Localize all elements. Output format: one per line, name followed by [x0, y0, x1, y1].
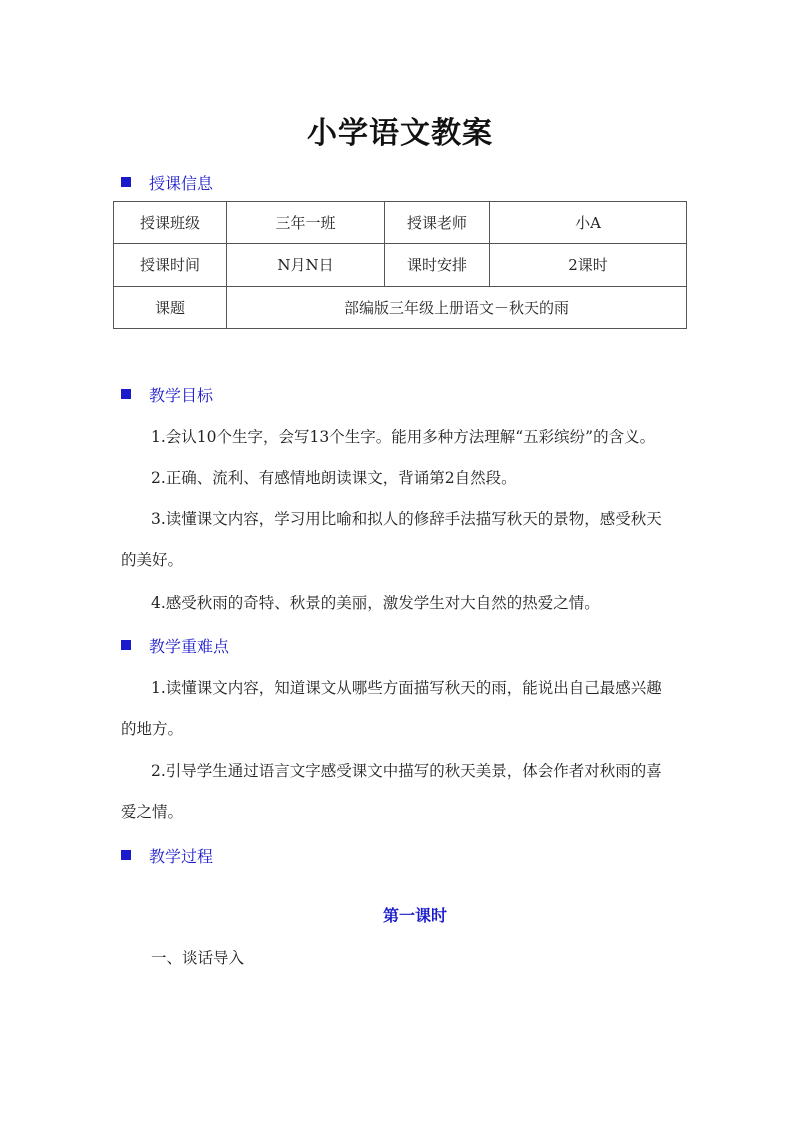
key-point-paragraph: 1.读懂课文内容，知道课文从哪些方面描写秋天的雨，能说出自己最感兴趣 — [151, 679, 662, 697]
goal-paragraph-continued: 的美好。 — [121, 551, 184, 569]
key-point-paragraph-continued: 爱之情。 — [121, 803, 184, 821]
page-title: 小学语文教案 — [307, 116, 493, 151]
section-heading-goals — [121, 382, 213, 406]
section-heading-info — [121, 170, 213, 194]
square-bullet-icon — [121, 850, 131, 860]
table-row — [114, 286, 687, 328]
section-heading-process — [121, 843, 213, 867]
table-cell: 部编版三年级上册语文－秋天的雨 — [227, 286, 687, 328]
square-bullet-icon — [121, 177, 131, 187]
lesson-info-table — [113, 201, 687, 329]
section-label: 教学目标 — [149, 385, 214, 405]
table-cell: 三年一班 — [227, 202, 385, 244]
table-row — [114, 202, 687, 244]
goal-paragraph: 2.正确、流利、有感情地朗读课文，背诵第2自然段。 — [151, 469, 517, 487]
table-row — [114, 244, 687, 286]
table-cell: N月N日 — [227, 244, 385, 286]
key-point-paragraph: 2.引导学生通过语言文字感受课文中描写的秋天美景，体会作者对秋雨的喜 — [151, 762, 662, 780]
section-heading-key-points — [121, 633, 229, 657]
process-step: 一、谈话导入 — [151, 949, 245, 967]
goal-paragraph: 1.会认10个生字，会写13个生字。能用多种方法理解“五彩缤纷”的含义。 — [151, 428, 656, 446]
table-cell: 课题 — [114, 286, 227, 328]
key-point-paragraph-continued: 的地方。 — [121, 720, 184, 738]
table-cell: 授课时间 — [114, 244, 227, 286]
table-cell: 授课老师 — [385, 202, 490, 244]
section-label: 教学重难点 — [149, 636, 230, 656]
table-cell: 授课班级 — [114, 202, 227, 244]
square-bullet-icon — [121, 640, 131, 650]
goal-paragraph: 3.读懂课文内容，学习用比喻和拟人的修辞手法描写秋天的景物，感受秋天 — [151, 510, 662, 528]
lesson-subheading: 第一课时 — [382, 906, 447, 925]
goal-paragraph: 4.感受秋雨的奇特、秋景的美丽，激发学生对大自然的热爱之情。 — [151, 594, 600, 612]
table-cell: 小A — [490, 202, 687, 244]
square-bullet-icon — [121, 389, 131, 399]
section-label: 授课信息 — [149, 173, 214, 193]
table-cell: 2课时 — [490, 244, 687, 286]
table-cell: 课时安排 — [385, 244, 490, 286]
section-label: 教学过程 — [149, 846, 214, 866]
